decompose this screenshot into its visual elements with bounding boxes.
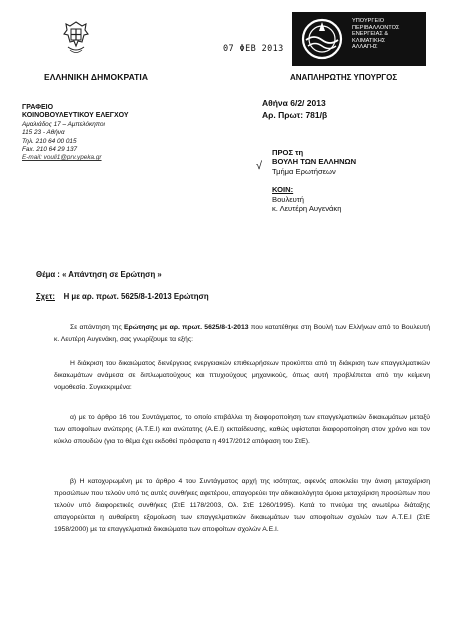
office-email-link[interactable]: E-mail: vouli1@prv.ypeka.gr [22,154,102,162]
p4-text: β) Η κατοχυρωμένη με το άρθρο 4 του Συντάγματος αρχή της ισότητας, αφενός αποκλείει την άνιση μεταχείριση προσώπων που τελούν υπό τις αυτές συνθήκες αφετέρου, απαγορεύει την αδικαιολόγητα όμοια μεταχείριση προσώπων που τελούν υπό διαφορετικές συνθήκες (ΣτΕ 1178/2003, Ολ. ΣτΕ 1260/1995). Κατά το πνεύμα της ανωτέρω διάταξης απαγορεύεται η αυθαίρετη εξομοίωση των επαγγελματικών δικαιωμάτων των αποφοίτων σχολών των Α.Τ.Ε.Ι (ΣτΕ 1958/2000) με τα επαγγελματικά δικαιώματα των αποφοίτων σχολών Α.Ε.Ι. [54,478,430,533]
stamp-date: 07 ΦΕΒ 2013 [223,44,284,54]
p1-rest: που κατατέθηκε στη Βουλή των Ελλήνων από το Βουλευτή κ. Λευτέρη Αυγενάκη, σας γνωρίζουμε τα εξής: [54,324,431,343]
office-title-2: ΚΟΙΝΟΒΟΥΛΕΥΤΙΚΟΥ ΕΛΕΓΧΟΥ [22,112,129,120]
ministry-emblem-icon [300,17,344,61]
cc-name: κ. Λευτέρη Αυγενάκη [272,204,342,214]
republic-title: ΕΛΛΗΝΙΚΗ ΔΗΜΟΚΡΑΤΙΑ [44,72,149,82]
recipient-dept: Τμήμα Ερωτήσεων [272,166,336,176]
office-phone: Τηλ. 210 64 00 015 [22,137,77,145]
cc-block [272,185,341,214]
office-postal: 115 23 - Αθήνα [22,129,65,137]
body-paragraph-3 [54,412,430,448]
reference-line [36,292,209,301]
cc-label: ΚΟΙΝ: [272,185,294,194]
recipient-block [272,148,356,176]
body-paragraph-1 [54,322,430,346]
office-block [22,104,129,163]
coat-of-arms-icon [62,20,90,56]
recipient-label: ΠΡΟΣ τη [272,148,304,157]
office-address: Αμαλιάδος 17 – Αμπελόκηποι [22,120,105,128]
p2-text: Η διάκριση του δικαιώματος διενέργειας ενεργειακών επιθεωρήσεων προκύπτει από τη διάκριση των επαγγελματικών δικαιωμάτων ανάμεσα σε διπλωματούχους και πτυχιούχους μηχανικούς, όπως αυτή προβλέπεται από την κείμενη νομοθεσία. Συγκεκριμένα: [54,360,430,391]
reference-text: Η με αρ. πρωτ. 5625/8-1-2013 Ερώτηση [63,292,209,301]
ministry-logo [292,12,426,66]
subject-text: « Απάντηση σε Ερώτηση » [62,270,162,279]
office-fax: Fax. 210 64 29 137 [22,146,78,154]
recipient-name: ΒΟΥΛΗ ΤΩΝ ΕΛΛΗΝΩΝ [272,157,357,167]
check-mark-icon: √ [256,160,263,172]
subject-label: Θέμα : [36,270,60,279]
ministry-logo-text: ΥΠΟΥΡΓΕΙΟ ΠΕΡΙΒΑΛΛΟΝΤΟΣ ΕΝΕΡΓΕΙΑΣ & ΚΛΙΜΑΤΙΚΗΣ ΑΛΛΑΓΗΣ [352,18,400,51]
document-date: Αθήνα 6/2/ 2013 [262,98,326,108]
protocol-number: Αρ. Πρωτ: 781/β [262,110,328,120]
reference-label: Σχετ: [36,292,55,301]
body-paragraph-4 [54,476,430,536]
p1-intro: Σε απάντηση της [70,324,124,331]
p3-text: α) με το άρθρο 16 του Συντάγματος, το οποίο επιβάλλει τη διαφοροποίηση των επαγγελματικών δικαιωμάτων μεταξύ των αποφοίτων ανώτερης (Α.Τ.Ε.Ι) και ανώτατης (Α.Ε.Ι) εκπαίδευσης, καθώς υφίσταται διαφοροποίηση στον χρόνο και τον κύκλο σπουδών (για το θέμα έχει εκδοθεί πρόσφατα η 4917/2012 απόφαση του ΣτΕ). [54,414,430,445]
p1-question-ref: Ερώτησης με αρ. πρωτ. 5625/8-1-2013 [123,324,249,331]
office-title-1: ΓΡΑΦΕΙΟ [22,104,54,111]
cc-role: Βουλευτή [272,194,304,204]
subject-line [36,270,162,279]
deputy-minister-title: ΑΝΑΠΛΗΡΩΤΗΣ ΥΠΟΥΡΓΟΣ [290,73,398,82]
body-paragraph-2 [54,358,430,394]
